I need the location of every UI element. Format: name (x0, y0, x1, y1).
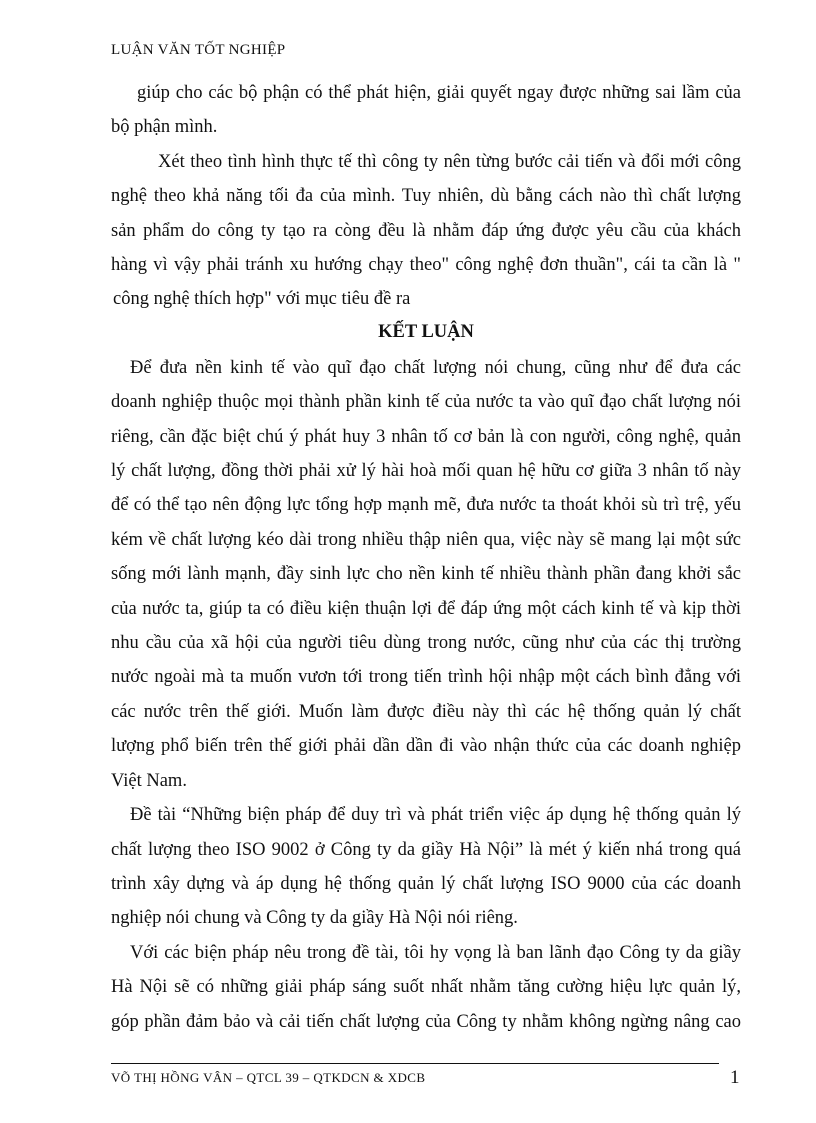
text-line: Để đưa nền kinh tế vào quĩ đạo chất lượng nói chung, cũng như để đưa các (130, 358, 741, 378)
text-line: Đề tài “Những biện pháp để duy trì và phát triển việc áp dụng hệ thống quản lý (130, 805, 741, 825)
text-line: nghiệp nói chung và Công ty da giầy Hà Nội nói riêng. (111, 908, 518, 928)
conclusion-title: KẾT LUẬN (378, 322, 474, 342)
text-line: hàng vì vậy phải tránh xu hướng chạy theo" công nghệ đơn thuần", cái ta cần là " (111, 255, 741, 275)
text-line: nghệ theo khả năng tối đa của mình. Tuy nhiên, dù bằng cách nào thì chất lượng (111, 186, 741, 206)
text-line: để có thể tạo nên động lực tổng hợp mạnh mẽ, đưa nước ta thoát khỏi sù trì trệ, yếu (111, 495, 741, 515)
text-line: của nước ta, giúp ta có điều kiện thuận lợi để đáp ứng một cách kinh tế và kịp thời (111, 599, 741, 619)
text-line: trình xây dựng và áp dụng hệ thống quản lý chất lượng ISO 9000 của các doanh (111, 874, 741, 894)
text-line: lý chất lượng, đồng thời phải xử lý hài hoà mối quan hệ hữu cơ giữa 3 nhân tố này (111, 461, 741, 481)
text-line: lượng phổ biến trên thế giới phải dần dần đi vào nhận thức của các doanh nghiệp (111, 736, 741, 756)
text-line: Với các biện pháp nêu trong đề tài, tôi hy vọng là ban lãnh đạo Công ty da giầy (130, 943, 741, 963)
text-line: góp phần đảm bảo và cải tiến chất lượng của Công ty nhằm không ngừng nâng cao (111, 1012, 741, 1032)
text-line: Hà Nội sẽ có những giải pháp sáng suốt nhất nhằm tăng cường hiệu lực quản lý, (111, 977, 741, 997)
text-line: kém về chất lượng kéo dài trong nhiều thập niên qua, việc này sẽ mang lại một sức (111, 530, 741, 550)
text-line: nước ngoài mà ta muốn vươn tới trong tiến trình hội nhập một cách bình đẳng với (111, 667, 741, 687)
text-line: chất lượng theo ISO 9002 ở Công ty da giầy Hà Nội” là mét ý kiến nhá trong quá (111, 840, 741, 860)
text-line: sản phẩm do công ty tạo ra còng đều là nhằm đáp ứng được yêu cầu của khách (111, 221, 741, 241)
text-line: sống mới lành mạnh, đầy sinh lực cho nền kinh tế nhiều thành phần đang khởi sắc (111, 564, 741, 584)
footer-author: VÕ THỊ HỒNG VÂN – QTCL 39 – QTKDCN & XDCB (111, 1070, 426, 1085)
text-line: các nước trên thế giới. Muốn làm được điều này thì các hệ thống quản lý chất (111, 702, 741, 722)
page-number: 1 (730, 1067, 740, 1088)
text-line: doanh nghiệp thuộc mọi thành phần kinh tế của nước ta vào quĩ đạo chất lượng nói (111, 392, 741, 412)
text-line: riêng, cần đặc biệt chú ý phát huy 3 nhân tố cơ bản là con người, công nghệ, quản (111, 427, 741, 447)
text-line: Việt Nam. (111, 771, 187, 791)
text-line: bộ phận mình. (111, 117, 218, 137)
running-header: LUẬN VĂN TỐT NGHIỆP (111, 42, 286, 58)
text-line: công nghệ thích hợp" với mục tiêu đề ra (113, 289, 411, 309)
text-line: giúp cho các bộ phận có thể phát hiện, giải quyết ngay được những sai lầm của (137, 83, 741, 103)
footer-divider (111, 1063, 719, 1064)
text-line: nhu cầu của xã hội của người tiêu dùng trong nước, cũng như của các thị trường (111, 633, 741, 653)
text-line: Xét theo tình hình thực tế thì công ty nên từng bước cải tiến và đổi mới công (158, 152, 741, 172)
